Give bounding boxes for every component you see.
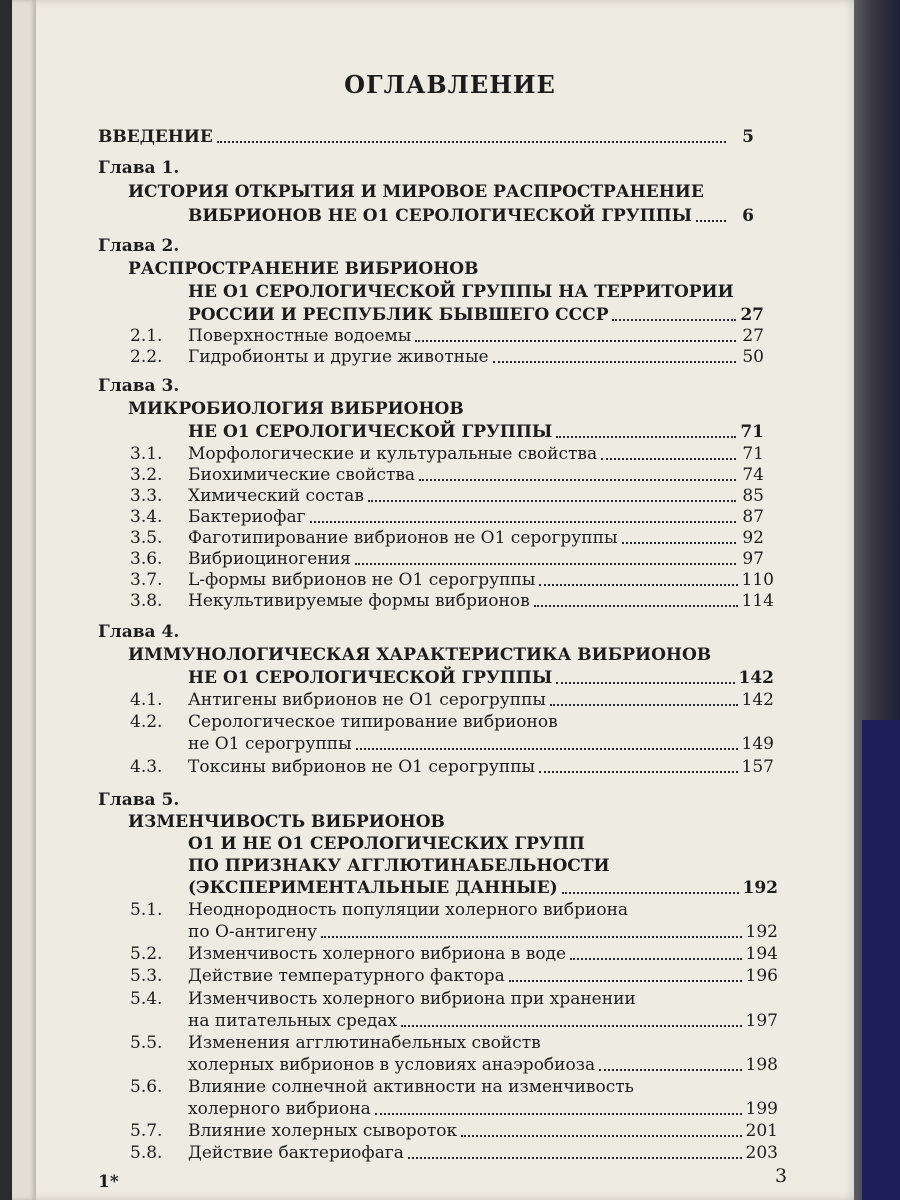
toc-entry-3-3[interactable]: Химический состав 85 [188,486,764,506]
toc-entry-label: РОССИИ И РЕСПУБЛИК БЫВШЕГО СССР [188,305,609,325]
toc-entry-3-8[interactable]: Некультивируемые формы вибрионов 114 [188,591,774,611]
section-number: 5.2. [130,944,163,964]
toc-entry-3-2[interactable]: Биохимические свойства 74 [188,465,764,485]
dot-leader [509,980,742,982]
chapter-1-heading: Глава 1. [98,158,180,178]
chapter-2-title-line-1: РАСПРОСТРАНЕНИЕ ВИБРИОНОВ [128,259,479,279]
dot-leader [599,1069,741,1071]
chapter-5-title-line-3: ПО ПРИЗНАКУ АГГЛЮТИНАБЕЛЬНОСТИ [188,856,610,876]
chapter-3-heading: Глава 3. [98,376,180,396]
chapter-5-heading: Глава 5. [98,790,180,810]
dot-leader [539,584,737,586]
dot-leader [368,500,736,502]
section-number: 4.3. [130,757,163,777]
dot-leader [534,605,738,607]
toc-entry-5-4[interactable]: на питательных средах 197 [188,1011,778,1031]
toc-page-number: 6 [742,206,754,226]
toc-entry-5-6-line-1: Влияние солнечной активности на изменчивость [188,1077,634,1097]
toc-entry-4-2-line-1: Серологическое типирование вибрионов [188,712,558,732]
toc-entry-label: (ЭКСПЕРИМЕНТАЛЬНЫЕ ДАННЫЕ) [188,878,558,898]
section-number: 5.6. [130,1077,163,1097]
toc-entry-2-2[interactable]: Гидробионты и другие животные 50 [188,347,764,367]
section-number: 3.2. [130,465,163,485]
toc-entry-5-1-line-1: Неоднородность популяции холерного вибриона [188,900,629,920]
toc-entry-2-1[interactable]: Поверхностные водоемы 27 [188,326,764,346]
chapter-2-heading: Глава 2. [98,236,180,256]
dot-leader [539,771,737,773]
dot-leader [562,892,739,894]
dot-leader [622,542,737,544]
dot-leader [375,1113,742,1115]
dot-leader [356,748,738,750]
page-number: 3 [775,1165,788,1187]
toc-entry-4-1[interactable]: Антигены вибрионов не О1 серогруппы 142 [188,690,774,710]
section-number: 3.1. [130,444,163,464]
toc-entry-3-6[interactable]: Вибриоциногения 97 [188,549,764,569]
section-number: 5.5. [130,1033,163,1053]
toc-entry-chapter-2[interactable] [188,304,764,326]
section-number: 5.8. [130,1143,163,1163]
dot-leader [696,220,726,222]
chapter-1-title-line-1: ИСТОРИЯ ОТКРЫТИЯ И МИРОВОЕ РАСПРОСТРАНЕНИЕ [128,182,704,202]
toc-entry-chapter-5[interactable] [188,877,778,899]
section-number: 4.1. [130,690,163,710]
dot-leader [556,436,736,438]
toc-entry-3-1[interactable]: Морфологические и культуральные свойства 71 [188,444,764,464]
section-number: 2.2. [130,347,163,367]
toc-entry-3-7[interactable]: L-формы вибрионов не О1 серогруппы 110 [188,570,774,590]
dot-leader [461,1135,741,1137]
section-number: 5.3. [130,966,163,986]
toc-page-number: 5 [742,127,754,147]
toc-entry-label: НЕ О1 СЕРОЛОГИЧЕСКОЙ ГРУППЫ [188,668,553,688]
toc-entry-5-3[interactable]: Действие температурного фактора 196 [188,966,778,986]
dot-leader [415,340,736,342]
toc-entry-label: ВВЕДЕНИЕ [98,127,213,147]
toc-entry-4-3[interactable]: Токсины вибрионов не О1 серогруппы 157 [188,757,774,777]
toc-entry-5-2[interactable]: Изменчивость холерного вибриона в воде 194 [188,944,778,964]
dot-leader [419,479,736,481]
toc-entry-chapter-3[interactable] [188,421,764,443]
toc-entry-4-2[interactable]: не О1 серогруппы 149 [188,734,774,754]
section-number: 3.4. [130,507,163,527]
toc-entry-5-7[interactable]: Влияние холерных сывороток 201 [188,1121,778,1141]
section-number: 3.8. [130,591,163,611]
chapter-5-title-line-1: ИЗМЕНЧИВОСТЬ ВИБРИОНОВ [128,812,445,832]
dot-leader [217,141,726,143]
book-cover-edge [854,0,900,1200]
toc-page-number: 142 [738,668,774,688]
section-number: 5.4. [130,989,163,1009]
previous-page-edge [12,0,36,1200]
toc-entry-5-1[interactable]: по О-антигену 192 [188,922,778,942]
dot-leader [401,1025,741,1027]
toc-entry-intro[interactable] [98,126,754,148]
toc-entry-chapter-4[interactable] [188,667,774,689]
section-number: 5.1. [130,900,163,920]
dot-leader [550,704,738,706]
toc-entry-label: НЕ О1 СЕРОЛОГИЧЕСКОЙ ГРУППЫ [188,422,553,442]
section-number: 2.1. [130,326,163,346]
toc-entry-label: ВИБРИОНОВ НЕ О1 СЕРОЛОГИЧЕСКОЙ ГРУППЫ [188,206,693,226]
dot-leader [493,361,736,363]
toc-entry-5-6[interactable]: холерного вибриона 199 [188,1099,778,1119]
dot-leader [408,1157,742,1159]
dot-leader [321,936,741,938]
toc-entry-5-5[interactable]: холерных вибрионов в условиях анаэробиоза 198 [188,1055,778,1075]
cover-blue-band [862,720,900,1200]
toc-entry-5-4-line-1: Изменчивость холерного вибриона при хранении [188,989,636,1009]
chapter-5-title-line-2: О1 И НЕ О1 СЕРОЛОГИЧЕСКИХ ГРУПП [188,834,585,854]
toc-entry-5-8[interactable]: Действие бактериофага 203 [188,1143,778,1163]
chapter-2-title-line-2: НЕ О1 СЕРОЛОГИЧЕСКОЙ ГРУППЫ НА ТЕРРИТОРИИ [188,282,734,302]
dot-leader [612,319,736,321]
page-title: ОГЛАВЛЕНИЕ [344,70,556,99]
dot-leader [601,458,736,460]
toc-entry-5-5-line-1: Изменения агглютинабельных свойств [188,1033,541,1053]
chapter-4-heading: Глава 4. [98,622,180,642]
section-number: 3.6. [130,549,163,569]
chapter-4-title-line-1: ИММУНОЛОГИЧЕСКАЯ ХАРАКТЕРИСТИКА ВИБРИОНОВ [128,645,712,665]
toc-entry-3-4[interactable]: Бактериофаг 87 [188,507,764,527]
toc-page-number: 192 [742,878,778,898]
chapter-3-title-line-1: МИКРОБИОЛОГИЯ ВИБРИОНОВ [128,399,464,419]
section-number: 4.2. [130,712,163,732]
dot-leader [556,682,734,684]
section-number: 5.7. [130,1121,163,1141]
dot-leader [355,563,736,565]
toc-entry-chapter-1[interactable] [188,205,754,227]
section-number: 3.3. [130,486,163,506]
toc-entry-3-5[interactable]: Фаготипирование вибрионов не О1 серогруппы 92 [188,528,764,548]
printer-signature: 1* [98,1172,119,1192]
dot-leader [570,958,741,960]
toc-page-number: 71 [740,422,764,442]
toc-page-number: 27 [740,305,764,325]
section-number: 3.7. [130,570,163,590]
section-number: 3.5. [130,528,163,548]
dot-leader [310,521,736,523]
